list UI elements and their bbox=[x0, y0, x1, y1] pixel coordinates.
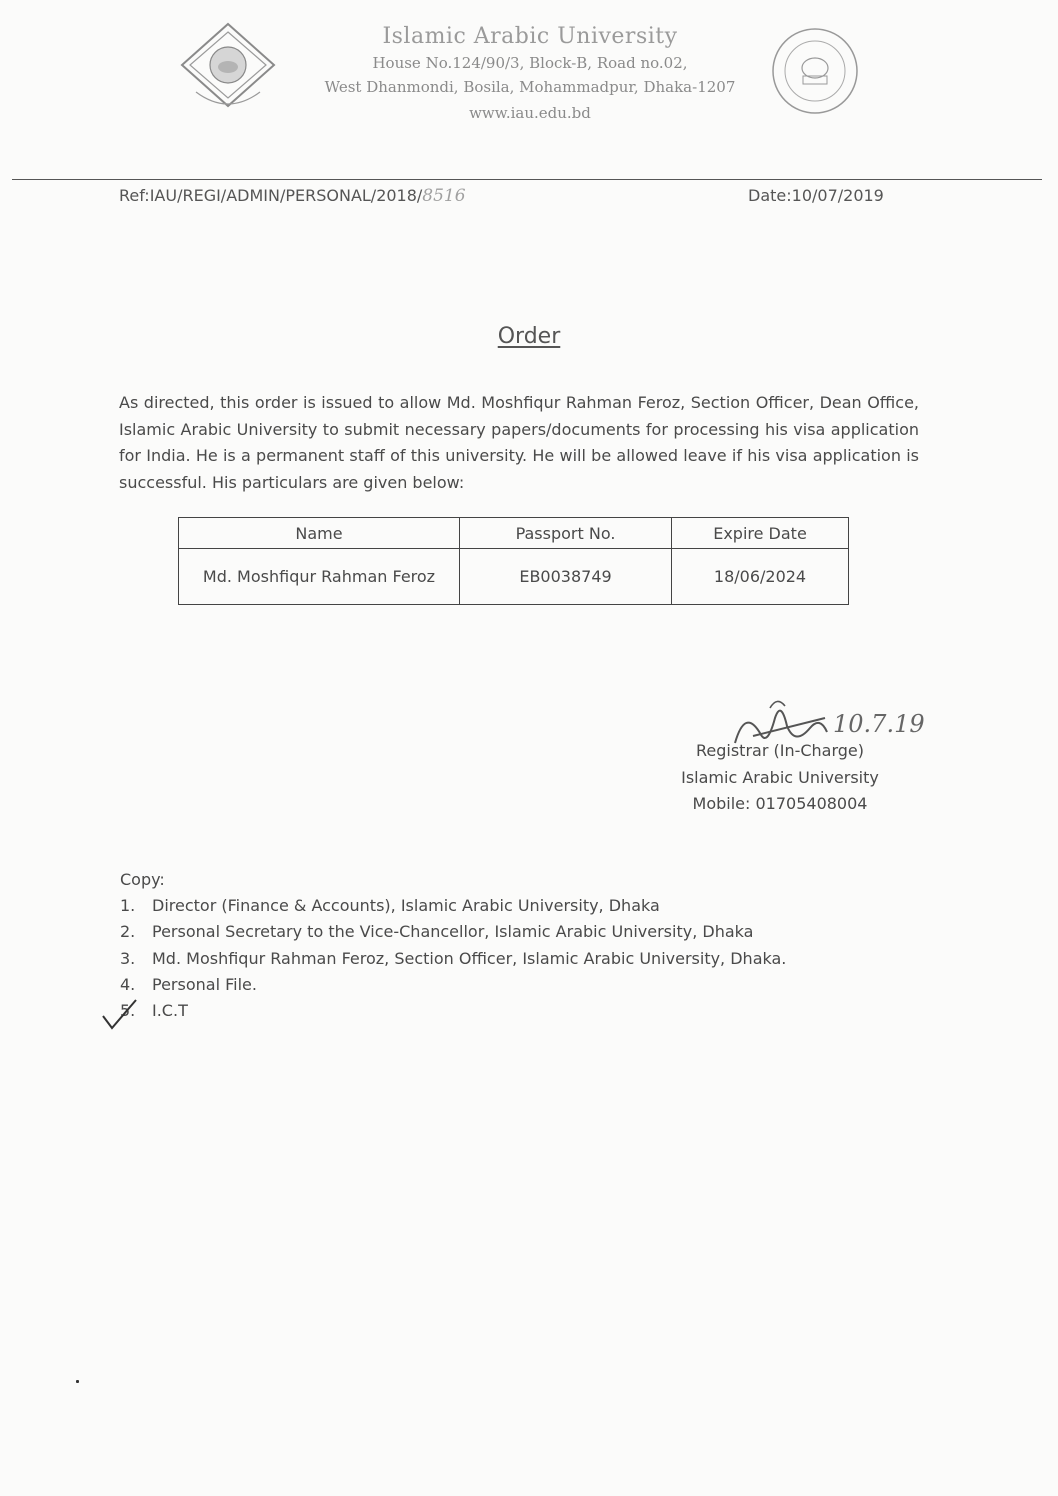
table-header-expire: Expire Date bbox=[672, 518, 849, 549]
list-item bbox=[120, 893, 786, 919]
website: www.iau.edu.bd bbox=[469, 104, 591, 122]
signature-handwritten-date: 10.7.19 bbox=[833, 710, 925, 738]
university-name: Islamic Arabic University bbox=[382, 24, 678, 49]
list-item bbox=[120, 972, 786, 998]
table-row bbox=[179, 549, 849, 605]
table-header-row bbox=[179, 518, 849, 549]
document-date: Date:10/07/2019 bbox=[748, 186, 884, 205]
address-line-2: West Dhanmondi, Bosila, Mohammadpur, Dhaka-1207 bbox=[324, 78, 736, 96]
reference-prefix: Ref:IAU/REGI/ADMIN/PERSONAL/2018/ bbox=[119, 186, 423, 205]
cell-passport: EB0038749 bbox=[460, 549, 672, 605]
list-item bbox=[120, 946, 786, 972]
list-item-text: I.C.T bbox=[152, 1001, 188, 1021]
signatory-title: Registrar (In-Charge) bbox=[695, 741, 865, 760]
address-line-1: House No.124/90/3, Block-B, Road no.02, bbox=[372, 54, 688, 72]
list-item bbox=[120, 919, 786, 945]
list-item-text: Personal Secretary to the Vice-Chancellor, Islamic Arabic University, Dhaka bbox=[152, 922, 754, 942]
list-item-number: 5. bbox=[120, 1001, 136, 1021]
list-item-number: 1. bbox=[120, 896, 136, 915]
reference-handwritten-number: 8516 bbox=[422, 186, 466, 206]
signatory-block bbox=[640, 738, 920, 818]
header-divider bbox=[12, 179, 1042, 180]
cell-name: Md. Moshfiqur Rahman Feroz bbox=[179, 549, 460, 605]
document-title bbox=[0, 324, 1058, 349]
list-item-text: Director (Finance & Accounts), Islamic Arabic University, Dhaka bbox=[152, 896, 660, 915]
table-header-passport: Passport No. bbox=[460, 518, 672, 549]
checkmark-icon bbox=[100, 996, 140, 1032]
signatory-organization: Islamic Arabic University bbox=[681, 767, 879, 787]
list-item bbox=[120, 998, 786, 1024]
title-text: Order bbox=[497, 324, 561, 349]
copy-label: Copy: bbox=[120, 870, 165, 889]
copy-list bbox=[120, 893, 786, 1024]
particulars-table bbox=[178, 517, 849, 605]
list-item-number: 2. bbox=[120, 922, 136, 942]
list-item-text: Personal File. bbox=[152, 974, 257, 994]
order-body: As directed, this order is issued to allow Md. Moshfiqur Rahman Feroz, Section Officer, Dean Office, Islamic Arabic University to submit necessary papers/documents for processing his visa application for India. He is a permanent staff of this university. He will be allowed leave if his visa application is successful. His particulars are given below: bbox=[119, 393, 919, 492]
scan-speck bbox=[76, 1380, 79, 1383]
table-header-name: Name bbox=[179, 518, 460, 549]
list-item-number: 4. bbox=[120, 974, 136, 994]
reference-number bbox=[119, 186, 466, 206]
cell-expire-date: 18/06/2024 bbox=[672, 549, 849, 605]
list-item-number: 3. bbox=[120, 948, 136, 968]
signatory-mobile: Mobile: 01705408004 bbox=[692, 794, 868, 813]
list-item-text: Md. Moshfiqur Rahman Feroz, Section Officer, Islamic Arabic University, Dhaka. bbox=[152, 948, 787, 968]
